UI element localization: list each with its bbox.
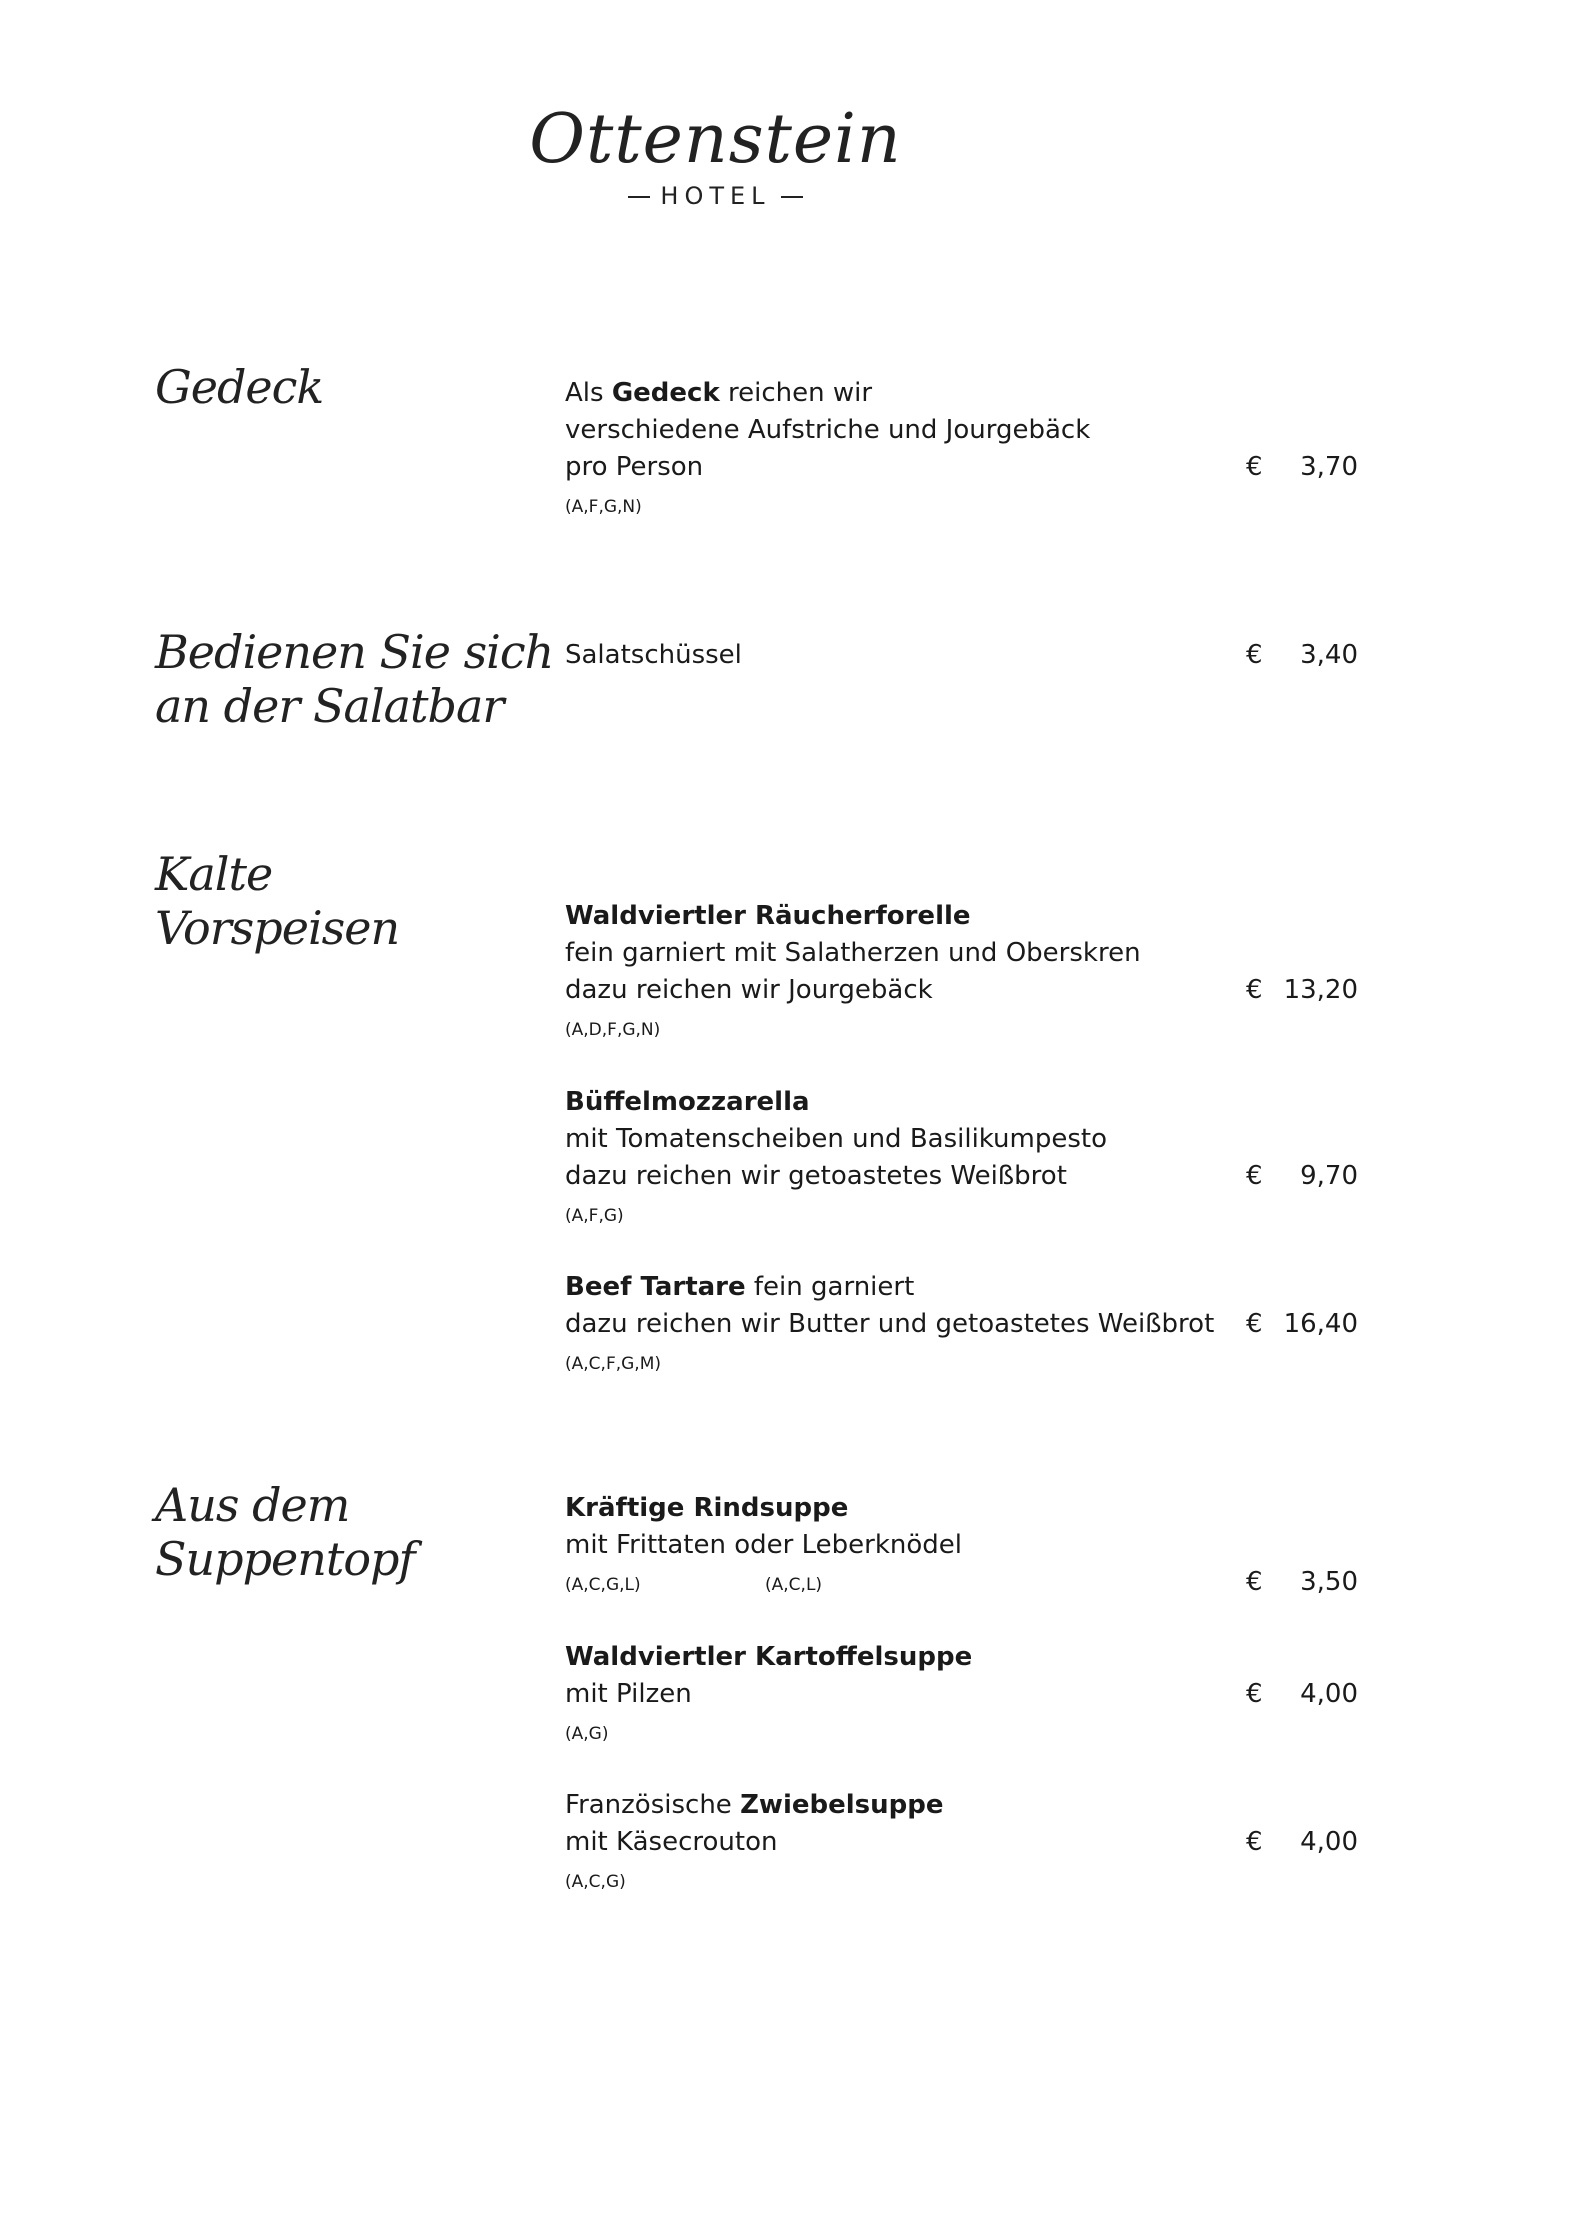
menu-item-currency: € (1246, 975, 1263, 1005)
menu-item-desc: mit Frittaten oder Leberknödel (565, 1530, 962, 1560)
gedeck-price: 3,70 (1300, 452, 1358, 482)
menu-item-currency: € (1246, 1309, 1263, 1339)
section-heading-suppentopf: Aus dem Suppentopf (155, 1478, 415, 1586)
menu-item-price: 4,00 (1300, 1827, 1358, 1857)
hotel-logo-sub (0, 182, 1431, 210)
logo-sub-text: HOTEL (660, 182, 771, 210)
menu-item-allergens: (A,D,F,G,N) (565, 1020, 661, 1040)
menu-item-desc: mit Tomatenscheiben und Basilikumpesto (565, 1124, 1108, 1154)
menu-item-allergens-alt: (A,C,L) (765, 1575, 823, 1595)
menu-item-currency: € (1246, 1679, 1263, 1709)
menu-item-name: Französische Zwiebelsuppe (565, 1790, 944, 1820)
section-heading-kalte-vorspeisen: Kalte Vorspeisen (155, 847, 400, 955)
menu-item-allergens: (A,C,F,G,M) (565, 1354, 661, 1374)
menu-item-price: 3,50 (1300, 1567, 1358, 1597)
menu-item-name: Büffelmozzarella (565, 1087, 810, 1117)
gedeck-line-3: pro Person (565, 452, 704, 482)
menu-item-currency: € (1246, 1827, 1263, 1857)
menu-item-price: 9,70 (1300, 1161, 1358, 1191)
menu-item-allergens: (A,C,G,L) (565, 1575, 641, 1595)
menu-item-price: 13,20 (1283, 975, 1358, 1005)
menu-item-desc: dazu reichen wir getoastetes Weißbrot (565, 1161, 1067, 1191)
menu-item-name: Kräftige Rindsuppe (565, 1493, 849, 1523)
menu-item-desc: dazu reichen wir Jourgebäck (565, 975, 933, 1005)
menu-item-price: 4,00 (1300, 1679, 1358, 1709)
menu-item-name: Waldviertler Räucherforelle (565, 901, 971, 931)
menu-item-desc: mit Pilzen (565, 1679, 692, 1709)
menu-item-currency: € (1246, 1161, 1263, 1191)
menu-item-allergens: (A,G) (565, 1724, 609, 1744)
logo-dash-right (781, 196, 803, 198)
salatbar-currency: € (1246, 640, 1263, 670)
menu-item-desc: fein garniert mit Salatherzen und Oberskren (565, 938, 1141, 968)
menu-item-price: 16,40 (1283, 1309, 1358, 1339)
section-heading-salatbar: Bedienen Sie sich an der Salatbar (155, 625, 554, 733)
logo-dash-left (628, 196, 650, 198)
menu-item-name: Waldviertler Kartoffelsuppe (565, 1642, 973, 1672)
gedeck-line-1: Als Gedeck reichen wir (565, 378, 873, 408)
salatbar-price: 3,40 (1300, 640, 1358, 670)
salatbar-item: Salatschüssel (565, 640, 742, 670)
hotel-logo-name: Ottenstein (529, 100, 902, 179)
gedeck-allergens: (A,F,G,N) (565, 497, 642, 517)
menu-item-desc: dazu reichen wir Butter und getoastetes Weißbrot (565, 1309, 1215, 1339)
gedeck-line-2: verschiedene Aufstriche und Jourgebäck (565, 415, 1091, 445)
menu-item-name: Beef Tartare fein garniert (565, 1272, 915, 1302)
menu-item-currency: € (1246, 1567, 1263, 1597)
menu-item-allergens: (A,F,G) (565, 1206, 624, 1226)
gedeck-currency: € (1246, 452, 1263, 482)
menu-item-allergens: (A,C,G) (565, 1872, 626, 1892)
section-heading-gedeck: Gedeck (155, 360, 324, 414)
menu-item-desc: mit Käsecrouton (565, 1827, 778, 1857)
